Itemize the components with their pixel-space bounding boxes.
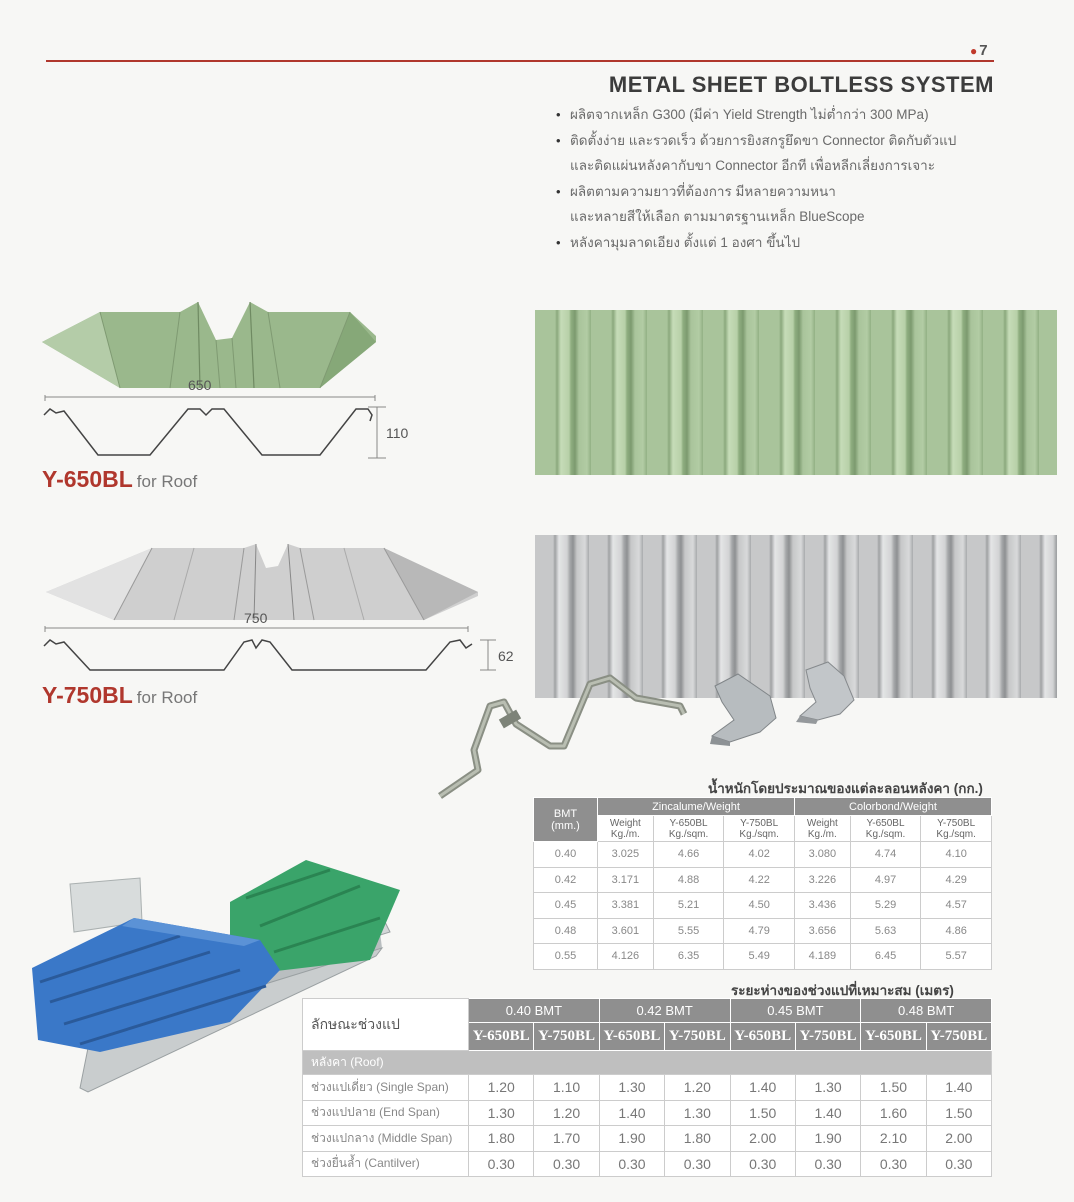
subheader-cell: Weight Kg./m. [794, 816, 850, 842]
table-cell: 1.40 [599, 1100, 664, 1126]
table-cell: 0.45 [534, 893, 598, 919]
table-cell: 6.45 [850, 944, 921, 970]
table-cell: 3.436 [794, 893, 850, 919]
page-number: ● 7 [970, 42, 988, 59]
table-cell: 4.189 [794, 944, 850, 970]
table-cell: 3.226 [794, 867, 850, 893]
bmt-header: BMT (mm.) [534, 798, 598, 842]
table-cell: 2.00 [926, 1126, 991, 1152]
product-header: Y-750BL [534, 1023, 599, 1051]
zincalume-group-header: Zincalume/Weight [598, 798, 795, 816]
table-cell: 0.30 [599, 1151, 664, 1177]
table-cell: 4.66 [653, 842, 724, 868]
table-cell: 1.40 [795, 1100, 860, 1126]
table-cell: 1.50 [926, 1100, 991, 1126]
table-row [303, 1100, 992, 1126]
table-cell: 1.40 [926, 1075, 991, 1101]
subheader-cell: Y-750BL Kg./sqm. [724, 816, 795, 842]
table-cell: 1.90 [599, 1126, 664, 1152]
product-header: Y-750BL [926, 1023, 991, 1051]
product-header: Y-750BL [665, 1023, 730, 1051]
feature-item: • ติดตั้งง่าย และรวดเร็ว ด้วยการยิงสกรูยึดขา Connector ติดกับตัวแป และติดแผ่นหลังคากับขา Connector อีกที เพื่อหลีกเลี่ยงการเจาะ [556, 128, 1016, 179]
y650bl-height-label: 110 [386, 425, 409, 441]
table-row [534, 918, 992, 944]
table-cell: 3.080 [794, 842, 850, 868]
table-cell: 4.88 [653, 867, 724, 893]
table-cell: 1.50 [730, 1100, 795, 1126]
roof-section-label: หลังคา (Roof) [303, 1051, 992, 1075]
table-cell: 3.171 [598, 867, 654, 893]
span-table-caption: ระยะห่างของช่วงแปที่เหมาะสม (เมตร) [731, 983, 954, 998]
product-header: Y-650BL [861, 1023, 926, 1051]
bmt-group-header: 0.48 BMT [861, 999, 992, 1023]
product-header: Y-750BL [795, 1023, 860, 1051]
table-cell: 1.10 [534, 1075, 599, 1101]
table-cell: 5.49 [724, 944, 795, 970]
weight-table [533, 797, 992, 970]
feature-item: • ผลิตตามความยาวที่ต้องการ มีหลายความหนา และหลายสีให้เลือก ตามมาตรฐานเหล็ก BlueScope [556, 179, 1016, 230]
bullet-dot-icon: ● [970, 44, 978, 58]
span-table-header-row [303, 999, 992, 1023]
table-cell: 0.30 [926, 1151, 991, 1177]
table-cell: 4.22 [724, 867, 795, 893]
row-label: ช่วงแปกลาง (Middle Span) [303, 1126, 469, 1152]
table-cell: 1.20 [534, 1100, 599, 1126]
green-sheet-photo [535, 310, 1057, 475]
table-cell: 0.30 [469, 1151, 534, 1177]
table-cell: 1.20 [665, 1075, 730, 1101]
table-cell: 0.48 [534, 918, 598, 944]
table-cell: 2.00 [730, 1126, 795, 1152]
subheader-cell: Weight Kg./m. [598, 816, 654, 842]
table-row [534, 944, 992, 970]
subheader-cell: Y-650BL Kg./sqm. [653, 816, 724, 842]
table-cell: 1.60 [861, 1100, 926, 1126]
y750bl-title: Y-750BL for Roof [42, 682, 198, 708]
table-cell: 5.55 [653, 918, 724, 944]
table-cell: 4.126 [598, 944, 654, 970]
row-label: ช่วงยื่นล้ำ (Cantilver) [303, 1151, 469, 1177]
table-cell: 0.55 [534, 944, 598, 970]
y750bl-height-label: 62 [498, 648, 514, 664]
table-cell: 3.381 [598, 893, 654, 919]
y650bl-title: Y-650BL for Roof [42, 466, 198, 492]
row-label: ช่วงแปปลาย (End Span) [303, 1100, 469, 1126]
table-cell: 4.50 [724, 893, 795, 919]
table-cell: 5.21 [653, 893, 724, 919]
table-row [303, 1126, 992, 1152]
table-cell: 1.80 [665, 1126, 730, 1152]
table-cell: 1.30 [665, 1100, 730, 1126]
weight-table-caption: น้ำหนักโดยประมาณของแต่ละลอนหลังคา (กก.) [708, 781, 983, 796]
table-cell: 1.50 [861, 1075, 926, 1101]
table-cell: 5.29 [850, 893, 921, 919]
table-cell: 0.30 [665, 1151, 730, 1177]
page-title: METAL SHEET BOLTLESS SYSTEM [608, 72, 994, 97]
bmt-group-header: 0.40 BMT [469, 999, 600, 1023]
y650bl-width-label: 650 [188, 377, 212, 393]
table-cell: 5.57 [921, 944, 992, 970]
table-cell: 0.30 [861, 1151, 926, 1177]
feature-list [556, 102, 1016, 255]
bmt-group-header: 0.42 BMT [599, 999, 730, 1023]
table-row [303, 1075, 992, 1101]
span-type-header: ลักษณะช่วงแป [303, 999, 469, 1051]
table-cell: 0.30 [795, 1151, 860, 1177]
table-cell: 1.30 [795, 1075, 860, 1101]
table-cell: 3.601 [598, 918, 654, 944]
table-row [303, 1151, 992, 1177]
weight-table-subheader-row [534, 816, 992, 842]
table-row [534, 867, 992, 893]
table-cell: 4.02 [724, 842, 795, 868]
table-cell: 0.30 [534, 1151, 599, 1177]
table-cell: 1.70 [534, 1126, 599, 1152]
colorbond-group-header: Colorbond/Weight [794, 798, 991, 816]
weight-table-header-row [534, 798, 992, 816]
feature-item: • หลังคามุมลาดเอียง ตั้งแต่ 1 องศา ขึ้นไป [556, 230, 1016, 256]
bmt-group-header: 0.45 BMT [730, 999, 861, 1023]
table-cell: 1.30 [599, 1075, 664, 1101]
table-cell: 1.30 [469, 1100, 534, 1126]
table-cell: 4.97 [850, 867, 921, 893]
feature-item: • ผลิตจากเหล็ก G300 (มีค่า Yield Strength ไม่ต่ำกว่า 300 MPa) [556, 102, 1016, 128]
table-cell: 4.74 [850, 842, 921, 868]
product-header: Y-650BL [599, 1023, 664, 1051]
table-cell: 1.40 [730, 1075, 795, 1101]
table-cell: 4.10 [921, 842, 992, 868]
table-row [534, 893, 992, 919]
roof-section-row [303, 1051, 992, 1075]
table-cell: 4.79 [724, 918, 795, 944]
table-cell: 2.10 [861, 1126, 926, 1152]
table-cell: 1.80 [469, 1126, 534, 1152]
top-divider [46, 60, 994, 62]
y750bl-profile-drawing [40, 626, 490, 676]
row-label: ช่วงแปเดี่ยว (Single Span) [303, 1075, 469, 1101]
span-table [302, 998, 992, 1177]
table-cell: 5.63 [850, 918, 921, 944]
product-header: Y-650BL [730, 1023, 795, 1051]
table-cell: 6.35 [653, 944, 724, 970]
y750bl-width-label: 750 [244, 610, 268, 626]
subheader-cell: Y-650BL Kg./sqm. [850, 816, 921, 842]
table-cell: 3.656 [794, 918, 850, 944]
y650bl-profile-drawing [40, 395, 420, 465]
table-cell: 0.30 [730, 1151, 795, 1177]
table-cell: 3.025 [598, 842, 654, 868]
table-cell: 0.42 [534, 867, 598, 893]
product-header: Y-650BL [469, 1023, 534, 1051]
table-cell: 4.86 [921, 918, 992, 944]
table-cell: 1.20 [469, 1075, 534, 1101]
table-cell: 4.57 [921, 893, 992, 919]
subheader-cell: Y-750BL Kg./sqm. [921, 816, 992, 842]
table-cell: 0.40 [534, 842, 598, 868]
table-cell: 4.29 [921, 867, 992, 893]
table-row [534, 842, 992, 868]
table-cell: 1.90 [795, 1126, 860, 1152]
